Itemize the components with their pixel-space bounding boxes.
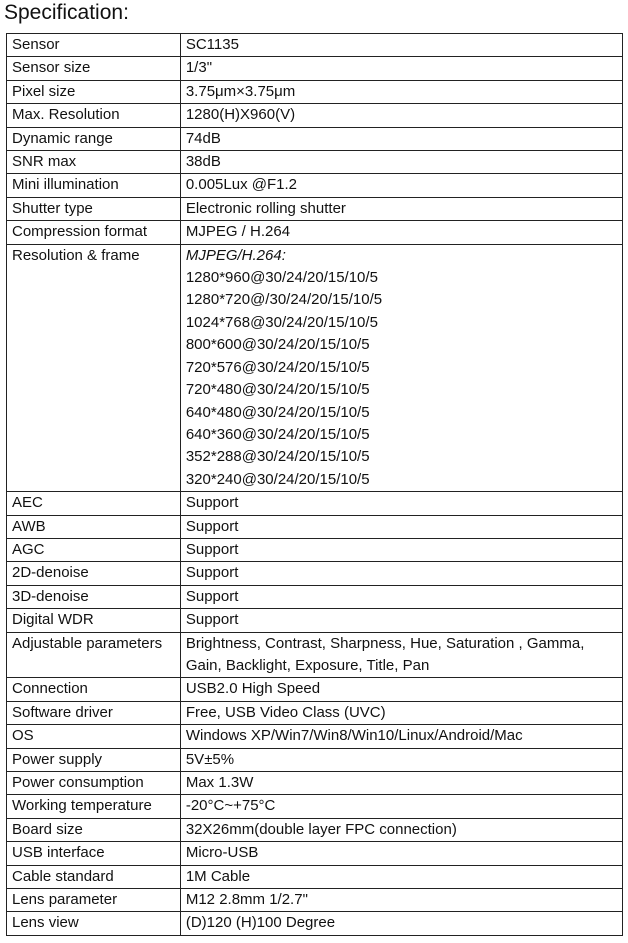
table-row-resolution-frame	[7, 244, 623, 491]
spec-key: Sensor	[7, 34, 181, 57]
table-row	[7, 80, 623, 103]
table-row	[7, 772, 623, 795]
spec-key: Sensor size	[7, 57, 181, 80]
spec-value: 1/3"	[180, 57, 622, 80]
spec-key: Lens parameter	[7, 889, 181, 912]
resolution-line: 320*240@30/24/20/15/10/5	[185, 470, 370, 488]
table-row	[7, 865, 623, 888]
table-row	[7, 104, 623, 127]
spec-value: Support	[180, 585, 622, 608]
resolution-heading: MJPEG/H.264:	[185, 246, 286, 264]
spec-key: AGC	[7, 538, 181, 561]
spec-key: Shutter type	[7, 197, 181, 220]
table-row	[7, 842, 623, 865]
spec-key: Cable standard	[7, 865, 181, 888]
spec-key: USB interface	[7, 842, 181, 865]
spec-value: M12 2.8mm 1/2.7"	[180, 889, 622, 912]
spec-value: Micro-USB	[180, 842, 622, 865]
table-row	[7, 538, 623, 561]
spec-key: SNR max	[7, 151, 181, 174]
spec-value: 32X26mm(double layer FPC connection)	[180, 818, 622, 841]
table-row	[7, 609, 623, 632]
spec-key: Compression format	[7, 221, 181, 244]
table-row	[7, 174, 623, 197]
table-row	[7, 57, 623, 80]
table-row-adjustable-parameters	[7, 632, 623, 678]
spec-value: SC1135	[180, 34, 622, 57]
spec-value: (D)120 (H)100 Degree	[180, 912, 622, 935]
table-row	[7, 889, 623, 912]
spec-value: Windows XP/Win7/Win8/Win10/Linux/Android/Mac	[180, 725, 622, 748]
spec-value: 74dB	[180, 127, 622, 150]
table-row	[7, 678, 623, 701]
table-row	[7, 515, 623, 538]
spec-key: 2D-denoise	[7, 562, 181, 585]
spec-value: 0.005Lux @F1.2	[180, 174, 622, 197]
specification-table	[6, 33, 623, 936]
spec-value: 1280(H)X960(V)	[180, 104, 622, 127]
resolution-list	[180, 244, 622, 491]
spec-key: Pixel size	[7, 80, 181, 103]
table-row	[7, 492, 623, 515]
table-row	[7, 725, 623, 748]
spec-value: USB2.0 High Speed	[180, 678, 622, 701]
spec-value: Support	[180, 562, 622, 585]
spec-key: Dynamic range	[7, 127, 181, 150]
spec-key: Resolution & frame	[7, 244, 181, 491]
table-row	[7, 585, 623, 608]
table-row	[7, 748, 623, 771]
spec-key: 3D-denoise	[7, 585, 181, 608]
spec-key: Connection	[7, 678, 181, 701]
table-row	[7, 221, 623, 244]
spec-key: Power supply	[7, 748, 181, 771]
spec-value: MJPEG / H.264	[180, 221, 622, 244]
page-title: Specification:	[4, 1, 129, 24]
resolution-line: 640*480@30/24/20/15/10/5	[185, 403, 370, 421]
spec-key: Working temperature	[7, 795, 181, 818]
spec-key: Software driver	[7, 701, 181, 724]
spec-key: Max. Resolution	[7, 104, 181, 127]
spec-key: Adjustable parameters	[7, 632, 181, 678]
table-row	[7, 562, 623, 585]
spec-key: AEC	[7, 492, 181, 515]
spec-value: Electronic rolling shutter	[180, 197, 622, 220]
spec-value: Support	[180, 538, 622, 561]
resolution-line: 640*360@30/24/20/15/10/5	[185, 425, 370, 443]
resolution-line: 1280*960@30/24/20/15/10/5	[185, 269, 378, 287]
spec-value: Support	[180, 515, 622, 538]
spec-value: 5V±5%	[180, 748, 622, 771]
spec-value: Free, USB Video Class (UVC)	[180, 701, 622, 724]
spec-key: Lens view	[7, 912, 181, 935]
spec-value: -20°C~+75°C	[180, 795, 622, 818]
spec-value: 38dB	[180, 151, 622, 174]
table-row	[7, 34, 623, 57]
resolution-line: 800*600@30/24/20/15/10/5	[185, 336, 370, 354]
table-row	[7, 197, 623, 220]
spec-key: Board size	[7, 818, 181, 841]
specification-table-body	[7, 34, 623, 936]
table-row	[7, 151, 623, 174]
resolution-line: 720*576@30/24/20/15/10/5	[185, 358, 370, 376]
spec-value: 1M Cable	[180, 865, 622, 888]
table-row	[7, 912, 623, 935]
spec-key: Power consumption	[7, 772, 181, 795]
spec-key: Digital WDR	[7, 609, 181, 632]
adjustable-line: Brightness, Contrast, Sharpness, Hue, Saturation , Gamma,	[185, 634, 585, 652]
resolution-line: 720*480@30/24/20/15/10/5	[185, 381, 370, 399]
table-row	[7, 795, 623, 818]
adjustable-parameters-value	[180, 632, 622, 678]
adjustable-line: Gain, Backlight, Exposure, Title, Pan	[185, 656, 430, 674]
spec-key: OS	[7, 725, 181, 748]
spec-value: Support	[180, 492, 622, 515]
resolution-line: 1280*720@/30/24/20/15/10/5	[185, 291, 383, 309]
spec-value: Support	[180, 609, 622, 632]
resolution-line: 352*288@30/24/20/15/10/5	[185, 448, 370, 466]
spec-key: AWB	[7, 515, 181, 538]
table-row	[7, 818, 623, 841]
spec-key: Mini illumination	[7, 174, 181, 197]
spec-value: 3.75μm×3.75μm	[180, 80, 622, 103]
table-row	[7, 127, 623, 150]
spec-value: Max 1.3W	[180, 772, 622, 795]
table-row	[7, 701, 623, 724]
resolution-line: 1024*768@30/24/20/15/10/5	[185, 313, 378, 331]
